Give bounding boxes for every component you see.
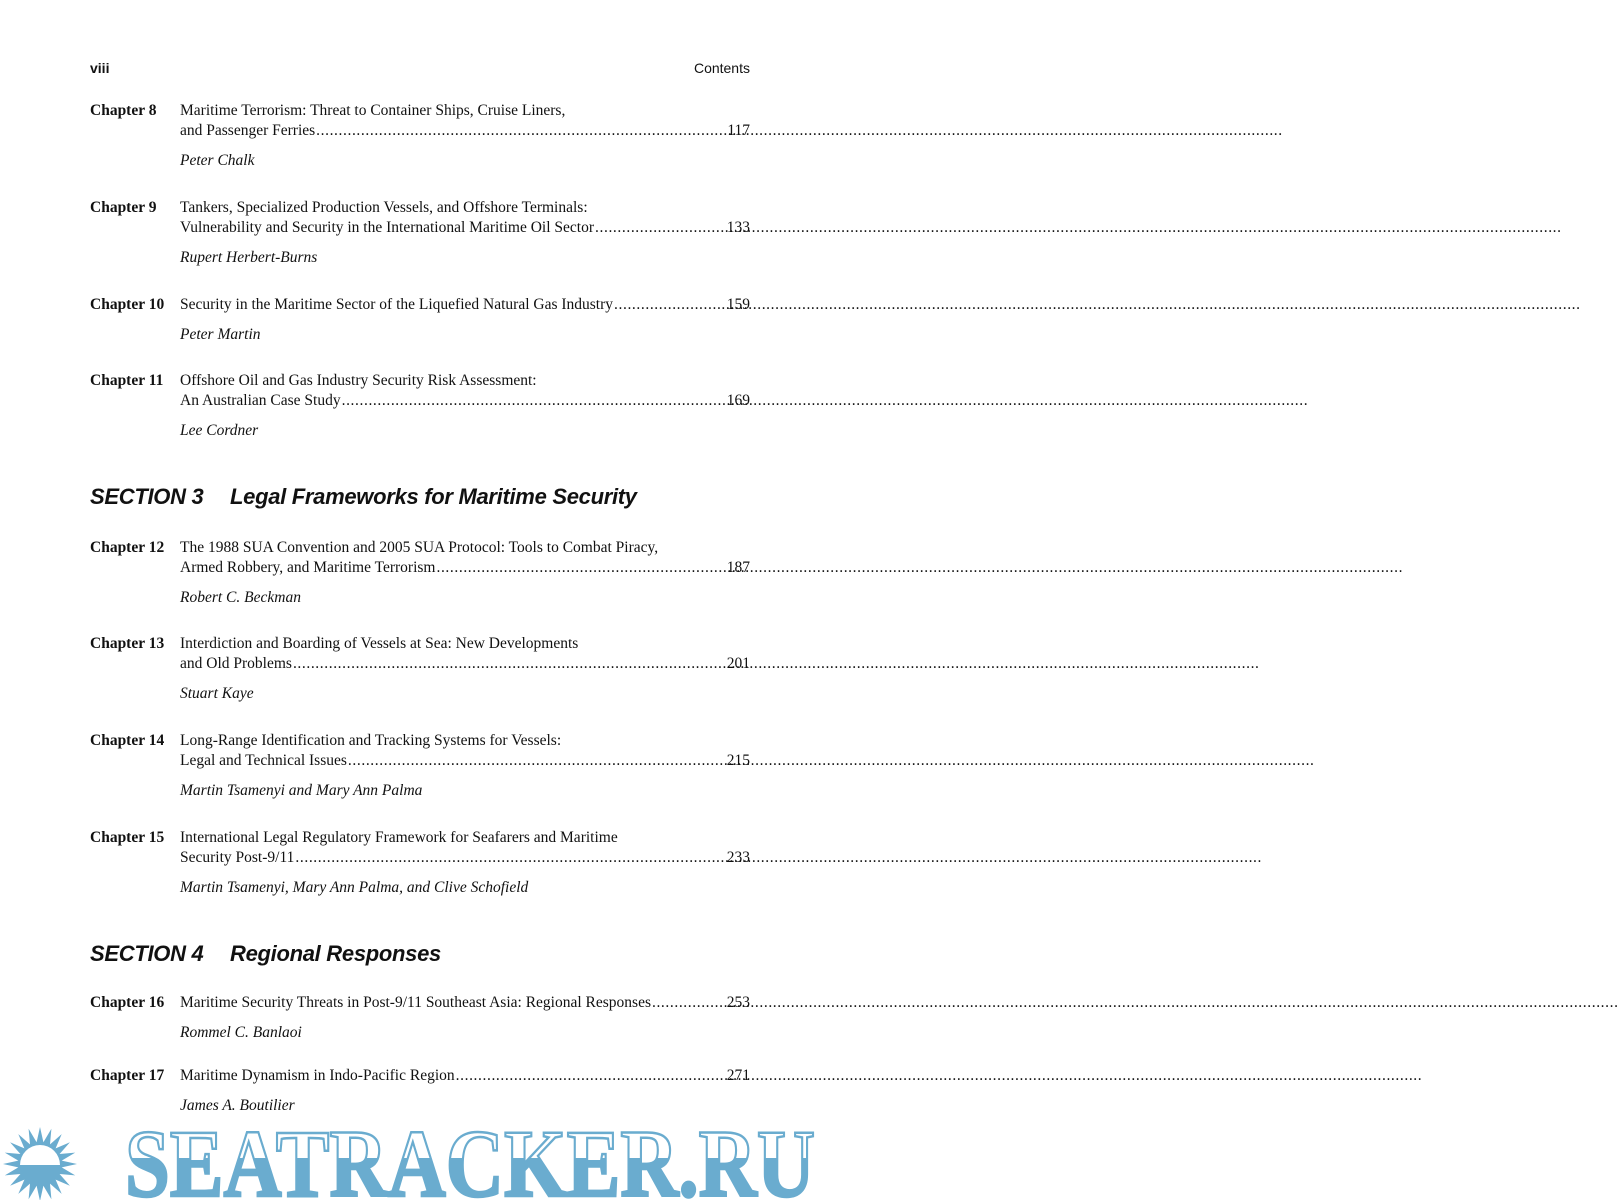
chapter-author: Peter Martin (180, 326, 261, 343)
chapter-author: Lee Cordner (180, 422, 259, 439)
chapter-label: Chapter 13 (90, 635, 165, 652)
section-number: SECTION 3 (90, 484, 204, 509)
leader-dots (455, 1066, 725, 1086)
page-number: 201 (726, 655, 750, 672)
leader-dots (315, 121, 725, 141)
page-number: 233 (726, 849, 750, 866)
leader-dots (435, 558, 724, 578)
leader-dots (294, 848, 724, 868)
page-number: 169 (726, 392, 750, 409)
sun-icon (3, 1127, 77, 1200)
chapter-title-line (180, 993, 750, 1013)
chapter-title-line (180, 1066, 750, 1086)
section-title: Legal Frameworks for Maritime Security (230, 484, 637, 509)
page-number: viii (90, 60, 110, 76)
chapter-title-line (180, 295, 750, 315)
chapter-title-line (180, 558, 750, 578)
leader-dots (292, 654, 725, 674)
chapter-title-line: Long-Range Identification and Tracking Systems for Vessels: (180, 732, 562, 749)
chapter-title-line: The 1988 SUA Convention and 2005 SUA Protocol: Tools to Combat Piracy, (180, 539, 659, 556)
leader-dots (347, 751, 725, 771)
page-number: 133 (726, 219, 750, 236)
page-number: 253 (726, 994, 750, 1011)
chapter-label: Chapter 8 (90, 102, 157, 119)
chapter-title-line (180, 121, 750, 141)
chapter-author: Martin Tsamenyi, Mary Ann Palma, and Clive Schofield (180, 879, 529, 896)
chapter-author: Peter Chalk (180, 152, 255, 169)
chapter-title-text: An Australian Case Study (180, 392, 341, 409)
chapter-title-line (180, 654, 750, 674)
chapter-title-line: Offshore Oil and Gas Industry Security Risk Assessment: (180, 372, 537, 389)
chapter-author: James A. Boutilier (180, 1097, 295, 1114)
chapter-title-text: Vulnerability and Security in the International Maritime Oil Sector (180, 219, 595, 236)
chapter-title-text: Security in the Maritime Sector of the Liquefied Natural Gas Industry (180, 296, 614, 313)
chapter-title-text: Maritime Dynamism in Indo-Pacific Region (180, 1067, 455, 1084)
chapter-label: Chapter 10 (90, 296, 165, 313)
chapter-title-line (180, 391, 750, 411)
leader-dots (613, 295, 725, 315)
chapter-title-text: Armed Robbery, and Maritime Terrorism (180, 559, 436, 576)
chapter-label: Chapter 15 (90, 829, 165, 846)
chapter-title-line (180, 218, 750, 238)
leader-dots (341, 391, 725, 411)
page-number: 215 (726, 752, 750, 769)
chapter-author: Rupert Herbert-Burns (180, 249, 318, 266)
chapter-author: Robert C. Beckman (180, 589, 301, 606)
chapter-author: Stuart Kaye (180, 685, 254, 702)
chapter-title-line (180, 848, 750, 868)
chapter-label: Chapter 12 (90, 539, 165, 556)
page-number: 271 (726, 1067, 750, 1084)
chapter-title-text: and Passenger Ferries (180, 122, 316, 139)
chapter-title-line (180, 751, 750, 771)
chapter-label: Chapter 11 (90, 372, 164, 389)
chapter-title-line: Interdiction and Boarding of Vessels at Sea: New Developments (180, 635, 579, 652)
leader-dots (651, 993, 725, 1013)
chapter-label: Chapter 16 (90, 994, 165, 1011)
watermark-text: SEATRACKER.RU (125, 1110, 815, 1200)
section-number: SECTION 4 (90, 941, 204, 966)
chapter-title-text: Legal and Technical Issues (180, 752, 347, 769)
chapter-title-text: Maritime Security Threats in Post-9/11 Southeast Asia: Regional Responses (180, 994, 651, 1011)
section-heading (90, 484, 637, 510)
page-number: 117 (727, 122, 750, 139)
chapter-author: Rommel C. Banlaoi (180, 1024, 302, 1041)
page-number: 187 (726, 559, 750, 576)
running-title: Contents (693, 60, 750, 76)
chapter-title-line: Maritime Terrorism: Threat to Container Ships, Cruise Liners, (180, 102, 566, 119)
section-title: Regional Responses (230, 941, 441, 966)
chapter-title-text: and Old Problems (180, 655, 292, 672)
chapter-label: Chapter 9 (90, 199, 157, 216)
chapter-author: Martin Tsamenyi and Mary Ann Palma (180, 782, 423, 799)
chapter-label: Chapter 17 (90, 1067, 165, 1084)
chapter-title-line: Tankers, Specialized Production Vessels, and Offshore Terminals: (180, 199, 588, 216)
chapter-title-text: Security Post-9/11 (180, 849, 295, 866)
page-number: 159 (726, 296, 750, 313)
leader-dots (594, 218, 725, 238)
section-heading (90, 941, 441, 967)
chapter-title-line: International Legal Regulatory Framework for Seafarers and Maritime (180, 829, 618, 846)
watermark-logo (0, 1110, 840, 1200)
chapter-label: Chapter 14 (90, 732, 165, 749)
